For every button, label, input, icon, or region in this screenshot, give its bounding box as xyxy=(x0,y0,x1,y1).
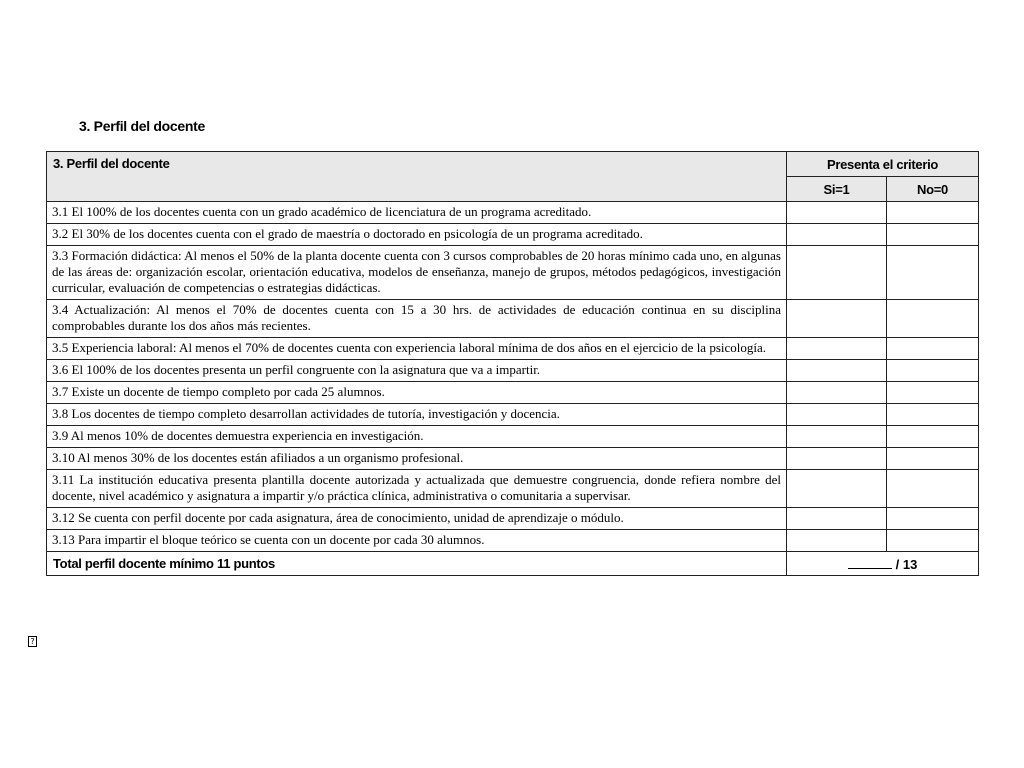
si-cell[interactable] xyxy=(787,404,887,426)
criterio-group-header: Presenta el criterio xyxy=(787,152,979,177)
criterion-text: 3.12 Se cuenta con perfil docente por cada asignatura, área de conocimiento, unidad de aprendizaje o módulo. xyxy=(47,508,787,530)
table-row xyxy=(47,448,979,470)
no-cell[interactable] xyxy=(887,338,979,360)
criterion-text: 3.13 Para impartir el bloque teórico se cuenta con un docente por cada 30 alumnos. xyxy=(47,530,787,552)
no-cell[interactable] xyxy=(887,404,979,426)
table-row xyxy=(47,470,979,508)
criterion-text: 3.7 Existe un docente de tiempo completo por cada 25 alumnos. xyxy=(47,382,787,404)
table-row xyxy=(47,246,979,300)
si-cell[interactable] xyxy=(787,382,887,404)
table-row xyxy=(47,202,979,224)
table-row xyxy=(47,404,979,426)
si-cell[interactable] xyxy=(787,338,887,360)
no-cell[interactable] xyxy=(887,382,979,404)
criterion-text: 3.4 Actualización: Al menos el 70% de docentes cuenta con 15 a 30 hrs. de actividades de educación continua en su disciplina comprobables durante los dos años más recientes. xyxy=(47,300,787,338)
si-cell[interactable] xyxy=(787,360,887,382)
no-cell[interactable] xyxy=(887,224,979,246)
total-blank-line[interactable] xyxy=(848,556,892,569)
table-row xyxy=(47,530,979,552)
table-row xyxy=(47,382,979,404)
criterion-text: 3.11 La institución educativa presenta plantilla docente autorizada y actualizada que demuestre congruencia, donde refiera nombre del docente, nivel académico y asignatura a impartir y/o práctica clínica, administrativa o comunitaria a supervisar. xyxy=(47,470,787,508)
table-row xyxy=(47,508,979,530)
total-row xyxy=(47,552,979,576)
no-cell[interactable] xyxy=(887,508,979,530)
table-row xyxy=(47,426,979,448)
total-score xyxy=(787,552,979,576)
no-cell[interactable] xyxy=(887,426,979,448)
si-cell[interactable] xyxy=(787,300,887,338)
criterion-text: 3.9 Al menos 10% de docentes demuestra experiencia en investigación. xyxy=(47,426,787,448)
criterion-text: 3.2 El 30% de los docentes cuenta con el grado de maestría o doctorado en psicología de un programa acreditado. xyxy=(47,224,787,246)
criteria-table xyxy=(46,151,979,576)
criterion-text: 3.5 Experiencia laboral: Al menos el 70% de docentes cuenta con experiencia laboral mínima de dos años en el ejercicio de la psicología. xyxy=(47,338,787,360)
table-row xyxy=(47,300,979,338)
criterion-text: 3.1 El 100% de los docentes cuenta con un grado académico de licenciatura de un programa acreditado. xyxy=(47,202,787,224)
si-cell[interactable] xyxy=(787,530,887,552)
si-cell[interactable] xyxy=(787,448,887,470)
si-cell[interactable] xyxy=(787,224,887,246)
no-cell[interactable] xyxy=(887,470,979,508)
si-cell[interactable] xyxy=(787,426,887,448)
no-cell[interactable] xyxy=(887,202,979,224)
criterion-text: 3.3 Formación didáctica: Al menos el 50% de la planta docente cuenta con 3 cursos comprobables de 20 horas mínimo cada uno, en algunas de las áreas de: organización escolar, orientación educativa, modelos de enseñanza, manejo de grupos, métodos pedagógicos, investigación curricular, evaluación de competencias o estrategias didácticas. xyxy=(47,246,787,300)
no-cell[interactable] xyxy=(887,360,979,382)
total-label: Total perfil docente mínimo 11 puntos xyxy=(47,552,787,576)
si-cell[interactable] xyxy=(787,246,887,300)
total-suffix: / 13 xyxy=(895,556,918,572)
table-row xyxy=(47,360,979,382)
si-column-header: Si=1 xyxy=(787,177,887,202)
no-cell[interactable] xyxy=(887,448,979,470)
table-header-row xyxy=(47,152,979,177)
criterion-text: 3.6 El 100% de los docentes presenta un perfil congruente con la asignatura que va a impartir. xyxy=(47,360,787,382)
table-title-cell: 3. Perfil del docente xyxy=(47,152,787,202)
no-cell[interactable] xyxy=(887,530,979,552)
footnote-glyph: ? xyxy=(28,636,37,647)
si-cell[interactable] xyxy=(787,202,887,224)
section-heading: 3. Perfil del docente xyxy=(79,118,205,134)
table-row xyxy=(47,224,979,246)
si-cell[interactable] xyxy=(787,470,887,508)
criterion-text: 3.10 Al menos 30% de los docentes están afiliados a un organismo profesional. xyxy=(47,448,787,470)
si-cell[interactable] xyxy=(787,508,887,530)
table-row xyxy=(47,338,979,360)
no-cell[interactable] xyxy=(887,246,979,300)
no-cell[interactable] xyxy=(887,300,979,338)
criterion-text: 3.8 Los docentes de tiempo completo desarrollan actividades de tutoría, investigación y docencia. xyxy=(47,404,787,426)
no-column-header: No=0 xyxy=(887,177,979,202)
